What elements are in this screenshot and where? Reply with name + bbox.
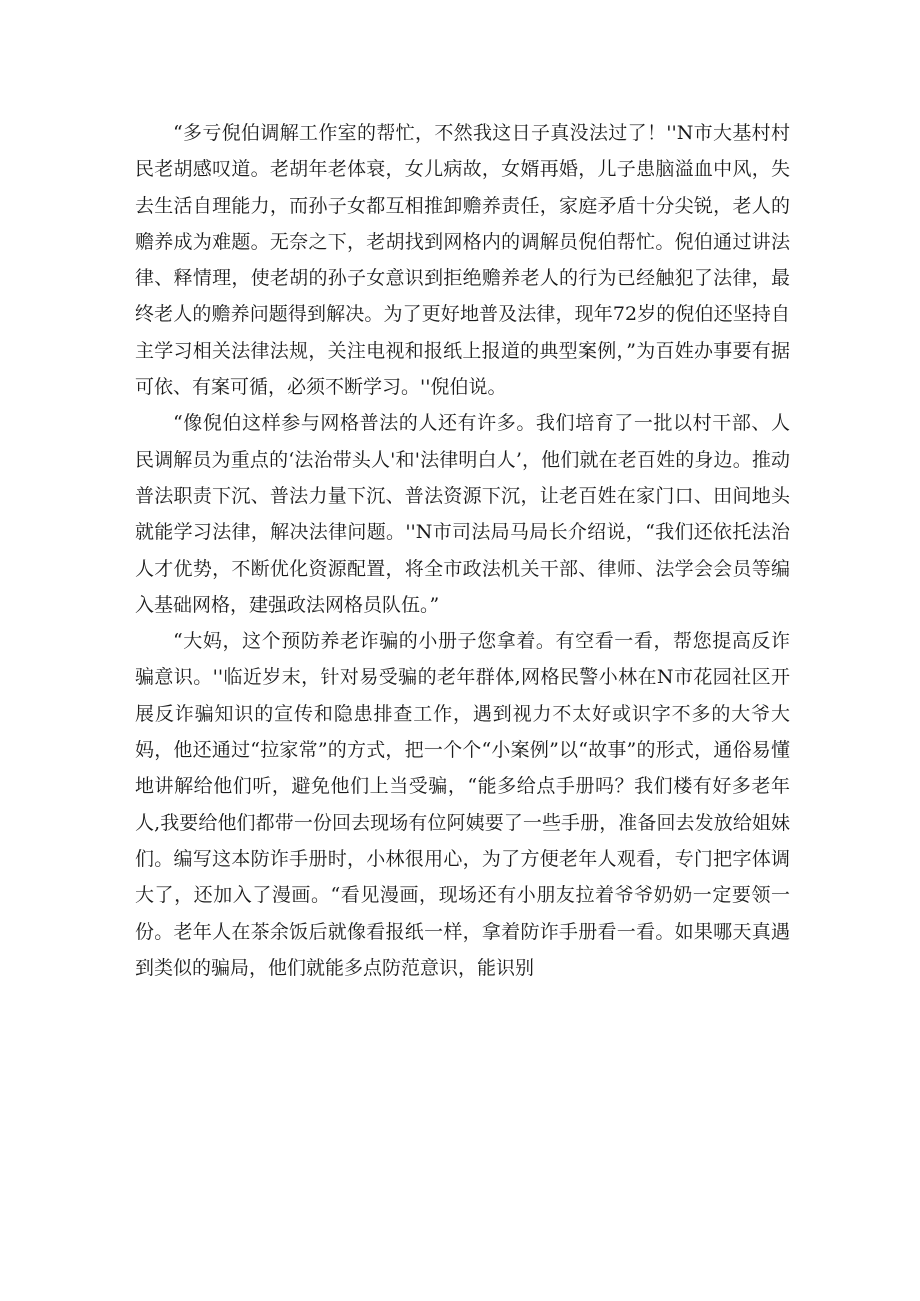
paragraph-3: “大妈，这个预防养老诈骗的小册子您拿着。有空看一看，帮您提高反诈骗意识。''临近岁末，针对易受骗的老年群体,网格民警小林在N市花园社区开展反诈骗知识的宣传和隐患排查工作，遇到视力不太好或识字不多的大爷大妈，他还通过“拉家常”的方式，把一个个“小案例”以“故事”的形式，通俗易懂地讲解给他们听，避免他们上当受骗，“能多给点手册吗？我们楼有好多老年人,我要给他们都带一份回去现场有位阿姨要了一些手册，准备回去发放给姐妹们。编写这本防诈手册时，小林很用心，为了方便老年人观看，专门把字体调大了，还加入了漫画。“看见漫画，现场还有小朋友拉着爷爷奶奶一定要领一份。老年人在茶余饭后就像看报纸一样，拿着防诈手册看一看。如果哪天真遇到类似的骗局，他们就能多点防范意识，能识别 bbox=[135, 630, 790, 979]
paragraph-2: “像倪伯这样参与网格普法的人还有许多。我们培育了一批以村干部、人民调解员为重点的‘法治带头人'和'法律明白人’，他们就在老百姓的身边。推动普法职责下沉、普法力量下沉、普法资源下沉，让老百姓在家门口、田间地头就能学习法律，解决法律问题。''N市司法局马局长介绍说，“我们还依托法治人才优势，不断优化资源配置，将全市政法机关干部、律师、法学会会员等编入基础网格，建强政法网格员队伍。” bbox=[135, 412, 790, 616]
paragraph-1: “多亏倪伯调解工作室的帮忙，不然我这日子真没法过了！''N市大基村村民老胡感叹道。老胡年老体衰，女儿病故，女婿再婚，儿子患脑溢血中风，失去生活自理能力，而孙子女都互相推卸赡养责任，家庭矛盾十分尖锐，老人的赡养成为难题。无奈之下，老胡找到网格内的调解员倪伯帮忙。倪伯通过讲法律、释情理，使老胡的孙子女意识到拒绝赡养老人的行为已经触犯了法律，最终老人的赡养问题得到解决。为了更好地普及法律，现年72岁的倪伯还坚持自主学习相关法律法规，关注电视和报纸上报道的典型案例，”为百姓办事要有据可依、有案可循，必须不断学习。''倪伯说。 bbox=[135, 122, 790, 399]
document-body bbox=[135, 115, 790, 986]
